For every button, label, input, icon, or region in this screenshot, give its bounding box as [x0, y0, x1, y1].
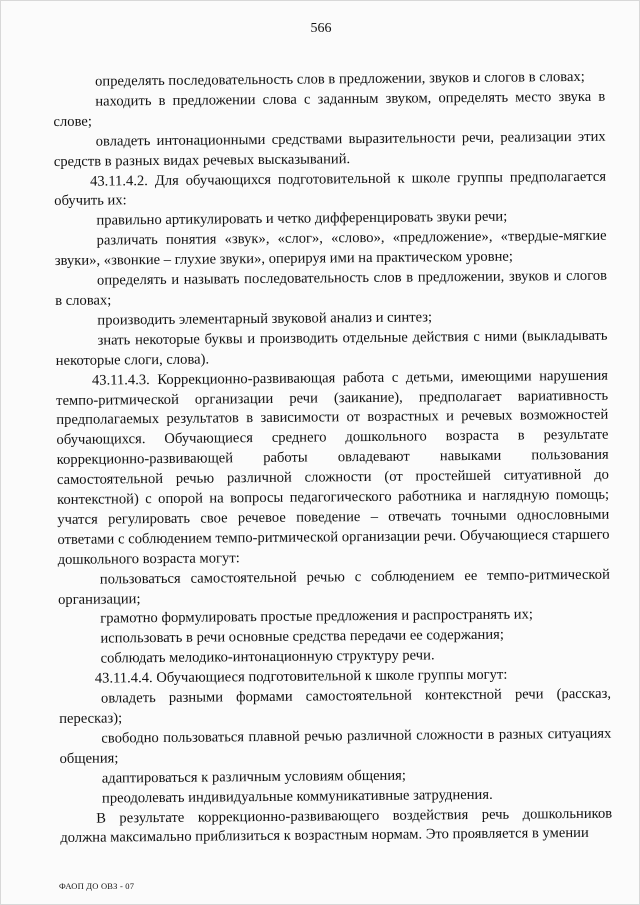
list-item: использовать в речи основные средства передачи ее содержания;	[100, 627, 504, 647]
list-item: определять и называть последовательность слов в предложении, звуков и слогов в словах;	[55, 267, 608, 309]
list-item: адаптироваться к различным условиям общения;	[101, 767, 406, 787]
list-item: преодолевать индивидуальные коммуникативные затруднения.	[101, 786, 493, 807]
list-item: производить элементарный звуковой анализ и синтез;	[97, 309, 433, 329]
list-item: грамотно формулировать простые предложения и распространять их;	[100, 606, 534, 628]
page-footer: ФАОП ДО ОВЗ - 07	[59, 881, 135, 891]
list-item: различать понятия «звук», «слог», «слово», «предложение», «твердые-мягкие звуки», «звонкие – глухие звуки», оперируя ими на практическом уровне;	[54, 227, 607, 270]
paragraph: 43.11.4.3. Коррекционно-развивающая работа с детьми, имеющими нарушения темпо-ритмической организации речи (заикание), предполагает вариативность предполагаемых результатов в зависимости от возрастных и речевых возможностей обучающихся. Обучающиеся среднего дошкольного возраста в результате коррекционно-развивающей работы овладевают навыками пользования самостоятельной речью различной сложности (от простейшей ситуативной до контекстной) с опорой на вопросы педагогического работника и наглядную помощь; учатся регулировать свое речевое поведение – отвечать точными однословными ответами с соблюдением темпо-ритмической организации речи. Обучающиеся старшего дошкольного возраста могут:	[56, 367, 610, 568]
paragraph: 43.11.4.2. Для обучающихся подготовительной к школе группы предполагается обучить их:	[54, 168, 607, 210]
list-item: определять последовательность слов в предложении, звуков и слогов в словах;	[95, 68, 585, 90]
list-item: правильно артикулировать и четко дифференцировать звуки речи;	[96, 208, 508, 229]
list-item: овладеть интонационными средствами выразительности речи, реализации этих средств в разных видах речевых высказываний.	[53, 128, 606, 170]
list-item: находить в предложении слова с заданным звуком, определять место звука в слове;	[53, 88, 606, 130]
list-item: пользоваться самостоятельной речью с соблюдением ее темпо-ритмической организации;	[57, 566, 610, 608]
list-item: знать некоторые буквы и производить отдельные действия с ними (выкладывать некоторые слоги, слова).	[55, 327, 608, 369]
page-number: 566	[310, 21, 332, 36]
list-item: овладеть разными формами самостоятельной контекстной речи (рассказ, пересказ);	[59, 685, 612, 727]
paragraph: В результате коррекционно-развивающего воздействия речь дошкольников должна максимально приблизиться к возрастным нормам. Это проявляется в умении	[60, 805, 613, 847]
list-item: соблюдать мелодико-интонационную структуру речи.	[100, 647, 435, 667]
document-body	[53, 68, 612, 850]
list-item: свободно пользоваться плавной речью различной сложности в разных ситуациях общения;	[59, 725, 612, 767]
paragraph: 43.11.4.4. Обучающиеся подготовительной к школе группы могут:	[94, 666, 508, 687]
